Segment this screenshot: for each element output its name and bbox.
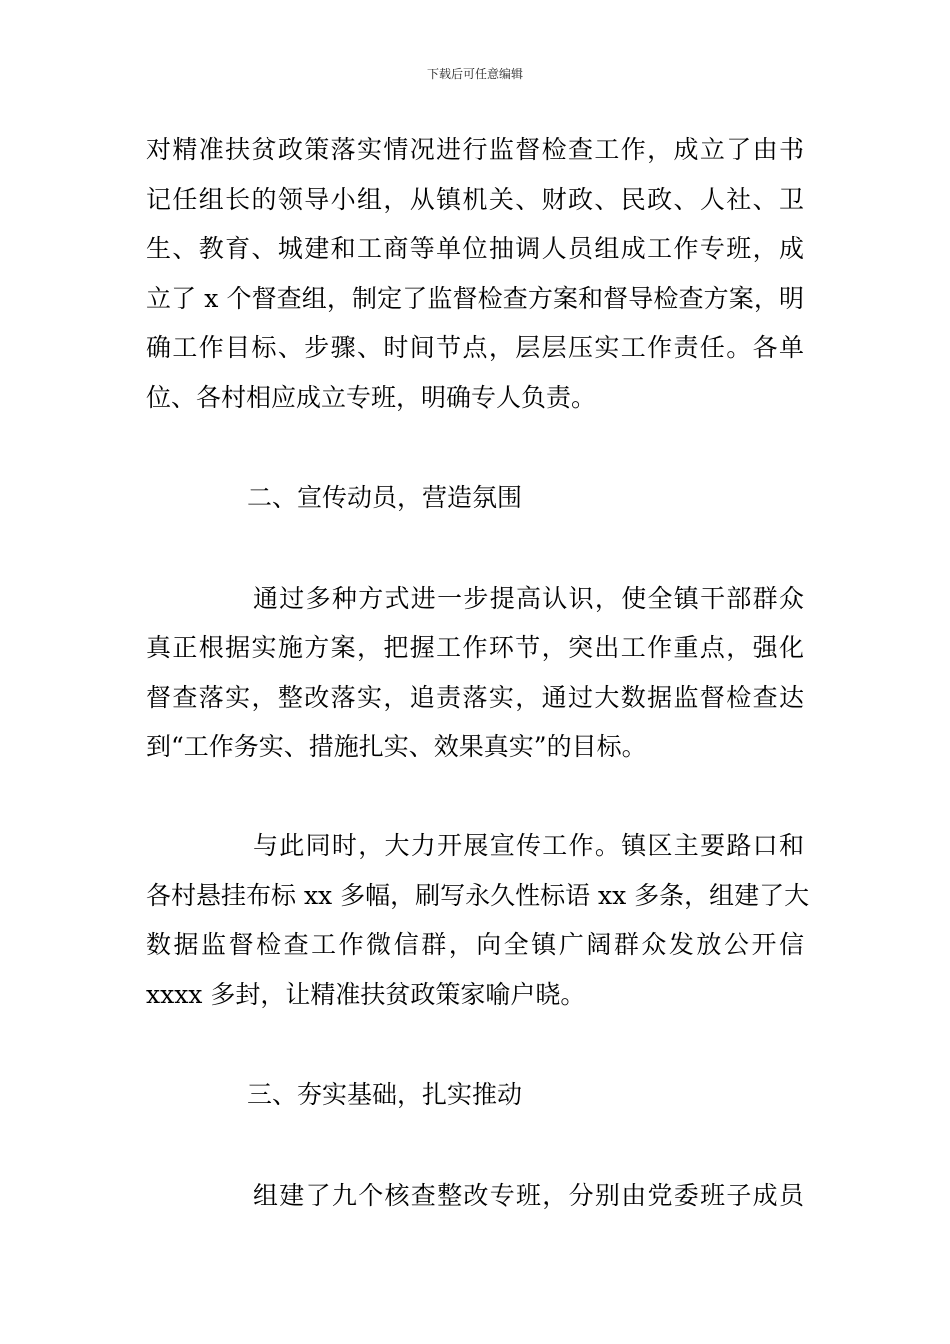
paragraph-1-line-5: 确工作目标、步骤、时间节点，层层压实工作责任。各单 bbox=[146, 333, 804, 362]
paragraph-3-line-3: 数据监督检查工作微信群，向全镇广阔群众发放公开信 bbox=[146, 930, 804, 959]
paragraph-2-line-1: 通过多种方式进一步提高认识，使全镇干部群众 bbox=[253, 584, 804, 613]
paragraph-2-line-3: 督查落实，整改落实，追责落实，通过大数据监督检查达 bbox=[146, 683, 804, 712]
paragraph-1-line-3: 生、教育、城建和工商等单位抽调人员组成工作专班，成 bbox=[146, 234, 804, 263]
paragraph-3-line-1: 与此同时，大力开展宣传工作。镇区主要路口和 bbox=[253, 831, 804, 860]
paragraph-3-line-2: 各村悬挂布标 xx 多幅，刷写永久性标语 xx 多条，组建了大 bbox=[146, 881, 810, 910]
paragraph-1-line-1: 对精准扶贫政策落实情况进行监督检查工作，成立了由书 bbox=[146, 135, 804, 164]
paragraph-1-line-2: 记任组长的领导小组，从镇机关、财政、民政、人社、卫 bbox=[146, 185, 804, 214]
paragraph-3-line-4: xxxx 多封，让精准扶贫政策家喻户晓。 bbox=[146, 980, 586, 1009]
paragraph-2-line-2: 真正根据实施方案，把握工作环节，突出工作重点，强化 bbox=[146, 633, 804, 662]
section-heading-2: 二、宣传动员，营造氛围 bbox=[247, 483, 523, 512]
section-heading-3: 三、夯实基础，扎实推动 bbox=[247, 1080, 523, 1109]
paragraph-4-line-1: 组建了九个核查整改专班，分别由党委班子成员 bbox=[253, 1181, 804, 1210]
paragraph-1-line-4: 立了 x 个督查组，制定了监督检查方案和督导检查方案，明 bbox=[146, 284, 804, 313]
paragraph-1-line-6: 位、各村相应成立专班，明确专人负责。 bbox=[146, 383, 597, 412]
paragraph-2-line-4: 到“工作务实、措施扎实、效果真实”的目标。 bbox=[146, 732, 647, 761]
page-header-note: 下载后可任意编辑 bbox=[426, 67, 523, 81]
